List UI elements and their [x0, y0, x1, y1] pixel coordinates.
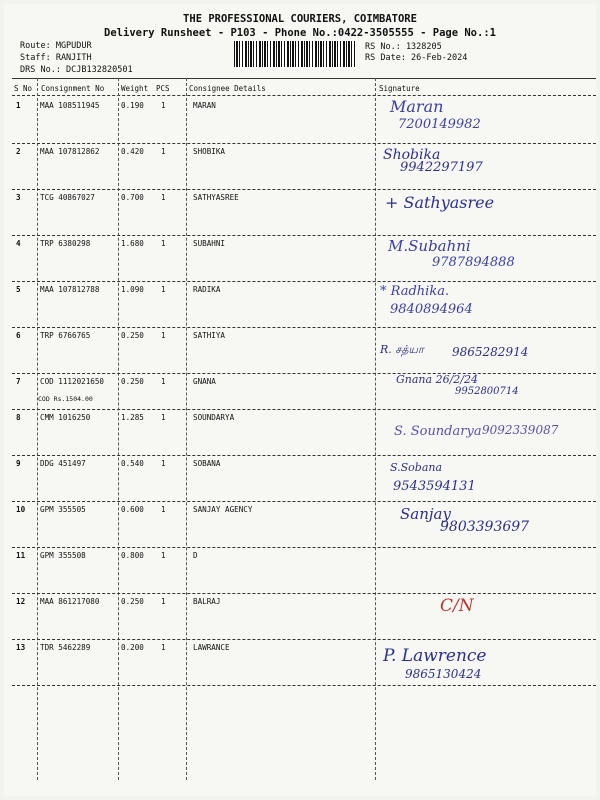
- row-pcs: 1: [161, 193, 166, 202]
- row-consignee: SHOBIKA: [193, 147, 226, 156]
- row-consignee: SOUNDARYA: [193, 413, 235, 422]
- row-pcs: 1: [161, 331, 166, 340]
- signature-name: Shobika: [383, 147, 441, 163]
- signature-phone: 9092339087: [482, 423, 559, 437]
- rs-date: RS Date: 26-Feb-2024: [365, 53, 468, 63]
- col-header-weight: Weight: [121, 84, 149, 93]
- signature-phone: 9787894888: [432, 255, 515, 270]
- row-consignee: MARAN: [193, 101, 216, 110]
- row-weight: 1.090: [121, 285, 144, 294]
- row-sno: 13: [16, 643, 26, 652]
- row-weight: 0.540: [121, 459, 144, 468]
- signature-name: S. Soundarya: [394, 424, 482, 439]
- signature-phone: 9952800714: [455, 386, 519, 397]
- row-pcs: 1: [161, 597, 166, 606]
- row-sno: 6: [16, 331, 21, 340]
- row-cod-note: COD Rs.1504.00: [38, 395, 93, 403]
- row-pcs: 1: [161, 101, 166, 110]
- row-consignee: SUBAHNI: [193, 239, 226, 248]
- signature-phone: 9803393697: [440, 519, 530, 535]
- col-header-signature: Signature: [379, 84, 420, 93]
- col-header-consignee: Consignee Details: [189, 84, 266, 93]
- signature-phone: 9840894964: [390, 302, 473, 317]
- drs-number: DRS No.: DCJB132820501: [20, 65, 133, 75]
- row-separator: [12, 235, 596, 236]
- column-divider: [118, 78, 119, 780]
- row-consignee: SANJAY AGENCY: [193, 505, 253, 514]
- header-bottom-rule: [12, 95, 596, 96]
- row-consignment-no: TDR 5462289: [40, 643, 91, 652]
- signature-phone: 9543594131: [393, 479, 476, 494]
- row-pcs: 1: [161, 239, 166, 248]
- signature-name: C/N: [440, 596, 474, 616]
- route-label: Route: MGPUDUR: [20, 41, 92, 51]
- signature-phone: 9865130424: [405, 667, 482, 681]
- row-consignment-no: TRP 6766765: [40, 331, 91, 340]
- row-consignee: SATHYASREE: [193, 193, 239, 202]
- row-consignment-no: MAA 107812862: [40, 147, 100, 156]
- row-sno: 9: [16, 459, 21, 468]
- row-consignment-no: TRP 6380298: [40, 239, 91, 248]
- row-separator: [12, 327, 596, 328]
- header-top-rule: [12, 78, 596, 79]
- row-pcs: 1: [161, 413, 166, 422]
- row-pcs: 1: [161, 147, 166, 156]
- row-separator: [12, 685, 596, 686]
- row-separator: [12, 281, 596, 282]
- row-consignee: D: [193, 551, 198, 560]
- col-header-sno: S No: [14, 84, 33, 93]
- rs-number: RS No.: 1328205: [365, 42, 442, 52]
- row-separator: [12, 455, 596, 456]
- row-consignment-no: GPM 355508: [40, 551, 86, 560]
- signature-phone: 7200149982: [398, 117, 481, 132]
- row-weight: 0.200: [121, 643, 144, 652]
- row-consignee: LAWRANCE: [193, 643, 230, 652]
- signature-name: Maran: [390, 97, 444, 116]
- column-divider: [375, 78, 376, 780]
- col-header-pcs: PCS: [156, 84, 170, 93]
- signature-phone: 9942297197: [400, 160, 483, 175]
- row-weight: 0.190: [121, 101, 144, 110]
- row-separator: [12, 501, 596, 502]
- row-consignment-no: MAA 108511945: [40, 101, 100, 110]
- row-sno: 3: [16, 193, 21, 202]
- runsheet-subtitle: Delivery Runsheet - P103 - Phone No.:0422-3505555 - Page No.:1: [104, 27, 496, 39]
- row-consignee: GNANA: [193, 377, 216, 386]
- row-pcs: 1: [161, 643, 166, 652]
- row-consignee: BALRAJ: [193, 597, 221, 606]
- row-pcs: 1: [161, 459, 166, 468]
- row-pcs: 1: [161, 377, 166, 386]
- row-sno: 1: [16, 101, 21, 110]
- row-weight: 1.285: [121, 413, 144, 422]
- row-sno: 10: [16, 505, 26, 514]
- row-separator: [12, 409, 596, 410]
- signature-name: R. சத்யா: [380, 343, 424, 356]
- row-sno: 5: [16, 285, 21, 294]
- row-separator: [12, 189, 596, 190]
- row-pcs: 1: [161, 285, 166, 294]
- row-weight: 0.250: [121, 377, 144, 386]
- col-header-consignment: Consignment No: [41, 84, 105, 93]
- row-weight: 0.600: [121, 505, 144, 514]
- signature-phone: 9865282914: [452, 345, 529, 359]
- row-pcs: 1: [161, 505, 166, 514]
- staff-label: Staff: RANJITH: [20, 53, 92, 63]
- row-consignment-no: COD 1112021650: [40, 377, 105, 386]
- column-divider: [186, 78, 187, 780]
- row-consignee: SOBANA: [193, 459, 221, 468]
- row-consignment-no: GPM 355505: [40, 505, 86, 514]
- barcode: [234, 41, 356, 67]
- row-sno: 12: [16, 597, 26, 606]
- row-weight: 0.700: [121, 193, 144, 202]
- signature-name: * Radhika.: [380, 284, 450, 299]
- signature-name: Sanjay: [400, 505, 451, 523]
- row-separator: [12, 547, 596, 548]
- row-sno: 7: [16, 377, 21, 386]
- row-consignment-no: DDG 451497: [40, 459, 86, 468]
- row-consignee: SATHIYA: [193, 331, 226, 340]
- signature-name: P. Lawrence: [383, 646, 487, 666]
- row-separator: [12, 373, 596, 374]
- signature-name: S.Sobana: [390, 461, 443, 474]
- company-title: THE PROFESSIONAL COURIERS, COIMBATORE: [183, 13, 417, 25]
- row-weight: 0.250: [121, 597, 144, 606]
- row-pcs: 1: [161, 551, 166, 560]
- row-separator: [12, 143, 596, 144]
- row-consignment-no: MAA 107812788: [40, 285, 100, 294]
- row-consignment-no: TCG 40867027: [40, 193, 95, 202]
- row-sno: 2: [16, 147, 21, 156]
- row-sno: 8: [16, 413, 21, 422]
- row-weight: 0.800: [121, 551, 144, 560]
- signature-name: Gnana 26/2/24: [396, 373, 478, 386]
- signature-name: + Sathyasree: [385, 193, 495, 212]
- row-consignee: RADIKA: [193, 285, 221, 294]
- row-consignment-no: CMM 1016250: [40, 413, 91, 422]
- row-weight: 0.420: [121, 147, 144, 156]
- row-weight: 1.680: [121, 239, 144, 248]
- row-consignment-no: MAA 861217080: [40, 597, 100, 606]
- column-divider: [37, 78, 38, 780]
- row-sno: 4: [16, 239, 21, 248]
- row-weight: 0.250: [121, 331, 144, 340]
- row-sno: 11: [16, 551, 26, 560]
- row-separator: [12, 639, 596, 640]
- signature-name: M.Subahni: [388, 237, 471, 255]
- row-separator: [12, 593, 596, 594]
